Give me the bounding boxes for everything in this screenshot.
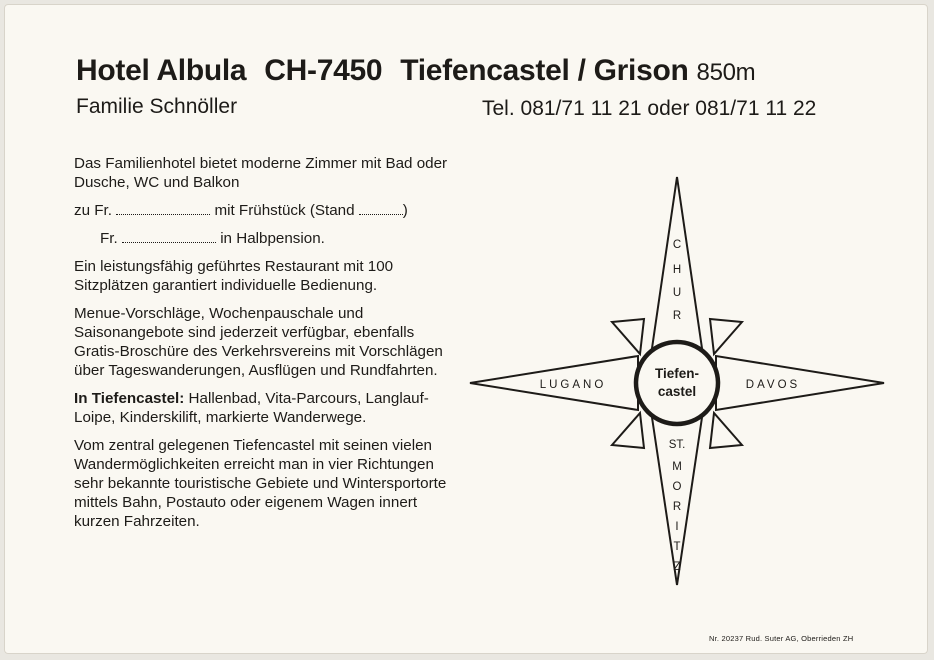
halfboard-prefix: Fr. (100, 230, 118, 247)
center-label-2: castel (657, 384, 697, 399)
south-letter: M (672, 461, 682, 473)
compass-point-south (650, 404, 704, 585)
south-letter: Z (673, 561, 681, 573)
halfboard-blank (122, 230, 216, 243)
hotel-title (76, 54, 755, 88)
center-circle (636, 342, 718, 424)
place-name: Tiefencastel / Grison (400, 54, 689, 87)
price-blank (116, 202, 210, 215)
south-letter: ST. (668, 439, 686, 451)
south-letter: I (675, 521, 679, 533)
stand-blank (359, 202, 403, 215)
north-letter: R (672, 310, 682, 322)
center-label-1: Tiefen- (654, 366, 700, 381)
postcode: CH-7450 (264, 54, 383, 87)
compass-point-nw (612, 319, 644, 354)
price-prefix: zu Fr. (74, 202, 112, 219)
hotel-name: Hotel Albula (76, 54, 247, 87)
price-row-halfboard (74, 229, 454, 248)
amenities-label: In Tiefencastel: (74, 390, 185, 407)
price-breakfast-label: mit Frühstück (Stand (214, 202, 355, 219)
north-letter: C (672, 239, 682, 251)
amenities-text: Hallenbad, Vita-Parcours, Langlauf-Loipe, Kinderskilift, markierte Wanderwege. (74, 390, 429, 426)
compass-point-se (710, 413, 742, 448)
compass-rose (462, 172, 892, 592)
menu-paragraph: Menue-Vorschläge, Wochenpauschale und Saisonangebote sind jederzeit verfügbar, ebenfalls Gratis-Broschüre des Verkehrsvereins mit Vorschlägen über Tageswanderungen, Ausflügen und Rundfahrten. (74, 305, 443, 379)
description-text (74, 154, 454, 540)
south-letter: O (672, 481, 682, 493)
phone-numbers: Tel. 081/71 11 21 oder 081/71 11 22 (482, 97, 817, 120)
halfboard-label: in Halbpension. (220, 230, 325, 247)
altitude: 850m (696, 59, 756, 86)
family-name: Familie Schnöller (76, 95, 238, 118)
price-row-breakfast (74, 201, 454, 220)
restaurant-paragraph: Ein leistungsfähig geführtes Restaurant mit 100 Sitzplätzen garantiert individuelle Bedienung. (74, 258, 394, 294)
south-letter: T (673, 541, 681, 553)
compass-point-sw (612, 413, 644, 448)
closing-paragraph: Vom zentral gelegenen Tiefencastel mit seinen vielen Wandermöglichkeiten erreicht man in vier Richtungen sehr bekannte touristische Gebiete und Wintersportorte mittels Bahn, Postauto oder eigenem Wagen innert kurzen Fahrzeiten. (74, 437, 447, 530)
amenities-paragraph (74, 389, 454, 427)
north-letter: H (672, 264, 682, 276)
printer-imprint: Nr. 20237 Rud. Suter AG, Oberrieden ZH (709, 634, 854, 643)
south-letter: R (672, 501, 682, 513)
intro-paragraph: Das Familienhotel bietet moderne Zimmer mit Bad oder Dusche, WC und Balkon (74, 155, 448, 191)
west-label: LUGANO (539, 379, 607, 391)
price-close-paren: ) (402, 202, 408, 219)
east-label: DAVOS (745, 379, 801, 391)
postcard (4, 4, 928, 654)
north-letter: U (672, 287, 682, 299)
compass-point-ne (710, 319, 742, 354)
